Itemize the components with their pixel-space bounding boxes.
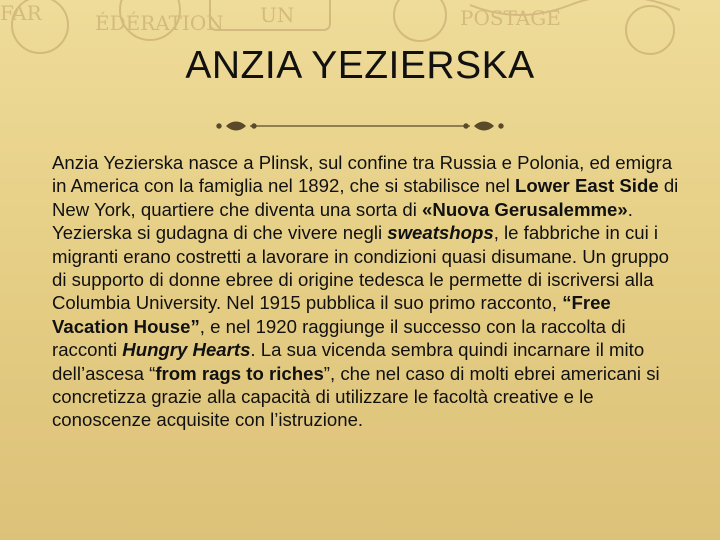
paragraph-run: , le fabbriche in cui i migranti erano costretti a lavorare in condizioni quasi disumane. Un gruppo di supporto di donne ebree di origine tedesca le permette di iscriversi alla Columbia University. Nel 1915 pubblica il suo primo racconto, bbox=[52, 222, 670, 314]
paragraph-run: Anzia Yezierska nasce a Plinsk, sul confine tra Russia e Polonia, ed emigra in America con la famiglia nel 1892, che si stabilisce nel bbox=[52, 152, 673, 197]
paragraph-run: sweatshops bbox=[387, 222, 494, 244]
paragraph-run: from rags to riches bbox=[155, 362, 324, 384]
svg-text:POSTAGE: POSTAGE bbox=[460, 6, 561, 30]
paragraph-run: , e nel 1920 raggiunge il successo con la raccolta di racconti bbox=[52, 315, 626, 361]
ornamental-divider bbox=[210, 117, 510, 135]
slide-title: ANZIA YEZIERSKA bbox=[185, 44, 535, 87]
svg-text:ÉDÉRATION: ÉDÉRATION bbox=[95, 11, 224, 35]
paragraph-run: Lower East Side bbox=[515, 175, 659, 197]
paragraph-run: . Yezierska si gudagna di che vivere negli bbox=[52, 198, 633, 244]
paragraph-run: “Free Vacation House” bbox=[52, 292, 611, 337]
paragraph-run: di New York, quartiere che diventa una sorta di bbox=[52, 175, 679, 220]
paragraph-run: ”, che nel caso di molti ebrei americani si concretizza grazie alla capacità di utilizzare le facoltà creative e le conoscenze acquisite con l’istruzione. bbox=[52, 362, 660, 431]
paragraph-run: Hungry Hearts bbox=[122, 339, 251, 361]
biography-paragraph bbox=[52, 151, 682, 432]
svg-text:FAR: FAR bbox=[0, 1, 42, 25]
svg-text:UN: UN bbox=[260, 3, 295, 27]
paragraph-run: . La sua vicenda sembra quindi incarnare il mito dell’ascesa “ bbox=[52, 339, 645, 384]
paragraph-run: «Nuova Gerusalemme» bbox=[422, 198, 628, 220]
